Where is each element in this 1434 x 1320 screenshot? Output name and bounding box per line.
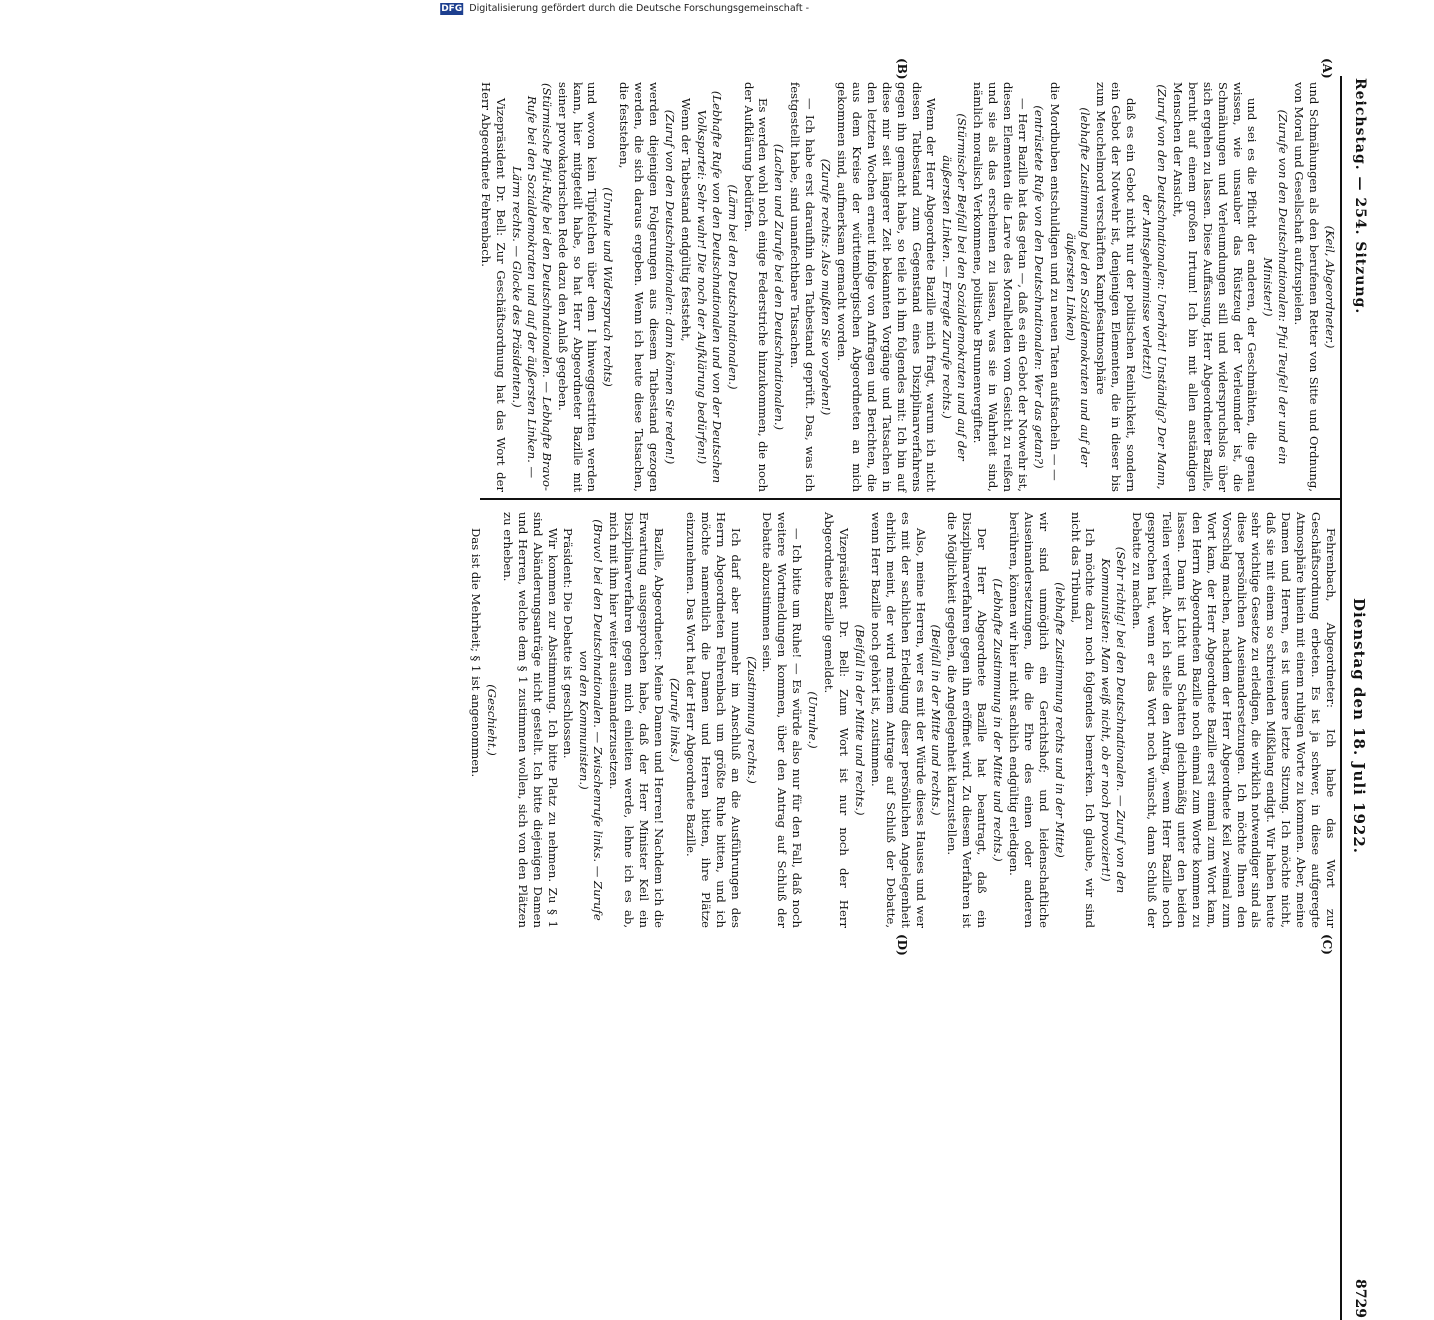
interjection: (Lachen und Zurufe bei den Deutschnationalen.) (772, 143, 787, 431)
digitization-credit (434, 0, 1434, 22)
interjection: (Stürmische Pfui-Rufe bei den Deutschnationalen. — Lebhafte Bravo-Rufe bei den Sozialdemokraten und auf der äußersten Linken. — Lärm rechts. — Glocke des Präsidenten.) (509, 83, 554, 491)
paragraph: daß es ein Gebot nicht nur der politischen Reinlichkeit, sondern ein Gebot der Notwehr ist, denjenigen Elementen, die in dieser bis zum Meuchelmord verschärften Kampfesatmosphäre (1094, 82, 1139, 492)
column-divider (480, 498, 1340, 500)
interjection: (lebhafte Zustimmung rechts und in der Mitte) (1052, 582, 1067, 858)
paragraph: Präsident: Die Debatte ist geschlossen. (560, 528, 575, 759)
paragraph: und wovon kein Tüpfelchen über dem I hinweggestritten werden kann, hier mitgeteilt habe, so hat Herr Abgeordneter Bazille mit seiner provokatorischen Rede dazu den Anlaß gegeben. (555, 82, 600, 492)
paragraph: Vizepräsident Dr. Bell: Zum Wort ist nur noch der Herr Abgeordnete Bazille gemeldet. (822, 512, 851, 928)
paragraph: und sei es die Pflicht der anderen, der Geschmähten, die genau wissen, wie unsauber das Rüstzeug der Verleumder ist, die Schmähungen und Verleumdungen still und widerspruchslos über sich ergehen zu lassen. Diese Auffassung, Herr Abgeordneter Bazille, beruht auf einem großen Irrtum! Ich bin mit allen anständigen Menschen der Ansicht, (1170, 82, 1260, 492)
header-date: Dienstag den 18. Juli 1922. (1350, 598, 1368, 855)
interjection: (Zurufe rechts: Also mußten Sie vorgehen!) (819, 158, 834, 416)
paragraph: — Ich bitte um Ruhe! — Es würde also nur für den Fall, daß noch weitere Wortmeldungen kommen, über den Antrag auf Schluß der Debatte abzustimmen sein. (760, 512, 805, 928)
paragraph: Also, meine Herren, wer es mit der Würde dieses Hauses und wer es mit der sachlichen Erledigung dieser persönlichen Angelegenheit ehrlich meint, der wird meinem Antrage auf Schluß der Debatte, wenn Herr Bazille noch gehört ist, zustimmen. (868, 512, 928, 928)
paragraph: Bazille, Abgeordneter: Meine Damen und Herren! Nachdem ich die Erwartung ausgesprochen habe, daß der Herr Minister Keil ein Disziplinarverfahren gegen mich einleiten werde, lehne ich es ab, mich mit ihm hier weiter auseinanderzusetzen. (607, 512, 667, 928)
paragraph: Das ist die Mehrheit; § 1 ist angenommen. (469, 528, 484, 778)
credit-text: Digitalisierung gefördert durch die Deutsche Forschungsgemeinschaft - (469, 3, 809, 14)
margin-marker-c: (C) (1320, 934, 1334, 955)
interjection: (Lärm bei den Deutschnationalen.) (725, 184, 740, 390)
paragraph: Wenn der Tatbestand endgültig feststeht, (678, 98, 693, 342)
interjection: (Beifall in der Mitte und rechts.) (852, 624, 867, 816)
paragraph: Der Herr Abgeordnete Bazille hat beantragt, daß ein Disziplinarverfahren gegen ihn eröffnet wird. Zu diesem Verfahren ist die Möglichkeit gegeben, die Angelegenheit klarzustellen. (945, 512, 990, 928)
margin-marker-a: (A) (1320, 58, 1334, 79)
header-rule (1340, 76, 1342, 1320)
interjection: (Keil, Abgeordneter.) (1323, 225, 1337, 349)
margin-marker-b: (B) (895, 58, 909, 80)
page-header (1348, 78, 1368, 1318)
paragraph: — Ich habe erst daraufhin den Tatbestand geprüft. Das, was ich festgestellt habe, sind unanfechtbare Tatsachen. (788, 82, 818, 492)
paragraph: Ich darf aber nunmehr im Anschluß an die Ausführungen des Herrn Abgeordneten Fehrenbach um größte Ruhe bitten, und ich möchte namentlich die Damen und Herren bitten, ihre Plätze einzunehmen. Das Wort hat der Herr Abgeordnete Bazille. (683, 512, 743, 928)
interjection: (Zurufe links.) (668, 678, 683, 762)
interjection: (Geschieht.) (485, 684, 500, 756)
interjection: (Stürmischer Beifall bei den Sozialdemokraten und auf der äußersten Linken. — Erregte Zurufe rechts.) (940, 113, 970, 461)
interjection: (entrüstete Rufe von den Deutschnationalen: Wer das getan?) (1031, 105, 1046, 469)
page-number: 8729 (1352, 1279, 1368, 1318)
interjection: (Unruhe und Widerspruch rechts) (601, 187, 616, 387)
interjection: (Zuruf von den Deutschnationalen: dann können Sie reden!) (663, 109, 678, 465)
interjection: (Beifall in der Mitte und rechts.) (929, 624, 944, 816)
interjection: (Zuruf von den Deutschnationalen: Unerhört! Unständig? Der Mann, der Amtsgeheimnisse verletzt!) (1140, 84, 1170, 490)
dfg-logo: DFG (441, 4, 463, 14)
interjection: (Zurufe von den Deutschnationalen: Pfui Teufel! der und ein Minister!) (1261, 109, 1291, 465)
interjection: (Lebhafte Zustimmung in der Mitte und rechts.) (991, 578, 1006, 862)
paragraph: wir sind unmöglich ein Gerichtshof; und leidenschaftliche Auseinandersetzungen, die die Ehre des einen oder anderen berühren, können wir hier nicht sachlich endgültig erledigen. (1006, 512, 1051, 928)
margin-marker-d: (D) (895, 934, 909, 956)
right-column (468, 512, 1338, 928)
paragraph: Wenn der Herr Abgeordnete Bazille mich fragt, warum ich nicht diesen Tatbestand zum Gegenstand eines Disziplinarverfahrens gegen ihn gemacht habe, so teile ich ihm folgendes mit: Ich bin auf diese mir seit längerer Zeit bekannten Vorgänge und Tatsachen in den letzten Wochen erneut infolge von Anfragen und Berichten, die aus dem Kreise der württembergischen Abgeordneten an mich gekommen sind, aufmerksam gemacht worden. (835, 82, 939, 492)
paragraph: — Herr Bazille hat das getan —, daß es ein Gebot der Notwehr ist, diesen Elementen die Larve des Moralhelden vom Gesicht zu reißen und sie als das erscheinen zu lassen, was sie in Wahrheit sind, nämlich moralisch Verkommene, politische Brunnenvergifter. (971, 82, 1030, 492)
interjection: (Zustimmung rechts.) (744, 656, 759, 784)
interjection: (Lebhafte Rufe von den Deutschnationalen und von der Deutschen Volkspartei: Sehr wahr! Die noch der Aufklärung bedürfen!) (694, 90, 724, 484)
paragraph: Wir kommen zur Abstimmung. Ich bitte Platz zu nehmen. Zu § 1 sind Abänderungsanträge nicht gestellt. Ich bitte diejenigen Damen und Herren, welche dem § 1 zustimmen wollen, sich von den Plätzen zu erheben. (501, 512, 560, 928)
left-column (478, 82, 1338, 492)
paragraph: die Mordbuben entschuldigen und zu neuen Taten aufstacheln — — (1047, 82, 1062, 481)
interjection: (Sehr richtig! bei den Deutschnationalen. — Zuruf von den Kommunisten: Man weiß nicht, ob er noch provoziert!) (1099, 546, 1129, 894)
interjection: (Bravo! bei den Deutschnationalen. — Zwischenrufe links. — Zurufe von den Kommunisten.) (576, 519, 606, 921)
header-session: Reichstag. — 254. Sitzung. (1352, 78, 1368, 315)
paragraph: Vizepräsident Dr. Bell: Zur Geschäftsordnung hat das Wort der Herr Abgeordnete Fehrenbach. (479, 82, 509, 492)
paragraph: Es werden wohl noch einige Federstriche hinzukommen, die noch der Aufklärung bedürfen. (741, 82, 771, 492)
paragraph: Ich möchte dazu noch folgendes bemerken. Ich glaube, wir sind nicht das Tribunal, (1068, 512, 1098, 928)
interjection: (Unruhe.) (806, 691, 821, 749)
paragraph: und Schmähungen als den berufenen Retter von Sitte und Ordnung, von Moral und Gesellschaft aufzuspielen. (1292, 82, 1322, 492)
interjection: (lebhafte Zustimmung bei den Sozialdemokraten und auf der äußersten Linken) (1063, 107, 1093, 467)
paragraph: werden diejenigen Folgerungen aus diesem Tatbestand gezogen werden, die sich daraus ergeben. Wenn ich heute diese Tatsachen, die feststehen, (617, 82, 662, 492)
paragraph: Fehrenbach, Abgeordneter: Ich habe das Wort zur Geschäftsordnung erbeten. Es ist ja schwer, in diese aufgeregte Atmosphäre hinein mit einem ruhigen Worte zu kommen. Aber, meine Damen und Herren, es ist unsere letzte Sitzung. Ich möchte nicht, daß sie mit einem so schreienden Mißklang endigt. Wir haben heute sehr wichtige Gesetze zu erledigen, die wirklich notwendiger sind als diese persönlichen Auseinandersetzungen. Ich möchte Ihnen den Vorschlag machen, nachdem der Herr Abgeordnete Keil zweimal zum Wort kam, der Herr Abgeordnete Bazille erst einmal zum Wort kam, den Herrn Abgeordneten Bazille noch einmal zum Worte kommen zu lassen. Dann ist Licht und Schatten gleichmäßig unter den beiden Teilen verteilt. Aber ich stelle den Antrag, wenn Herr Bazille noch gesprochen hat, wenn er das Wort noch wünscht, dann Schluß der Debatte zu machen. (1130, 512, 1338, 928)
